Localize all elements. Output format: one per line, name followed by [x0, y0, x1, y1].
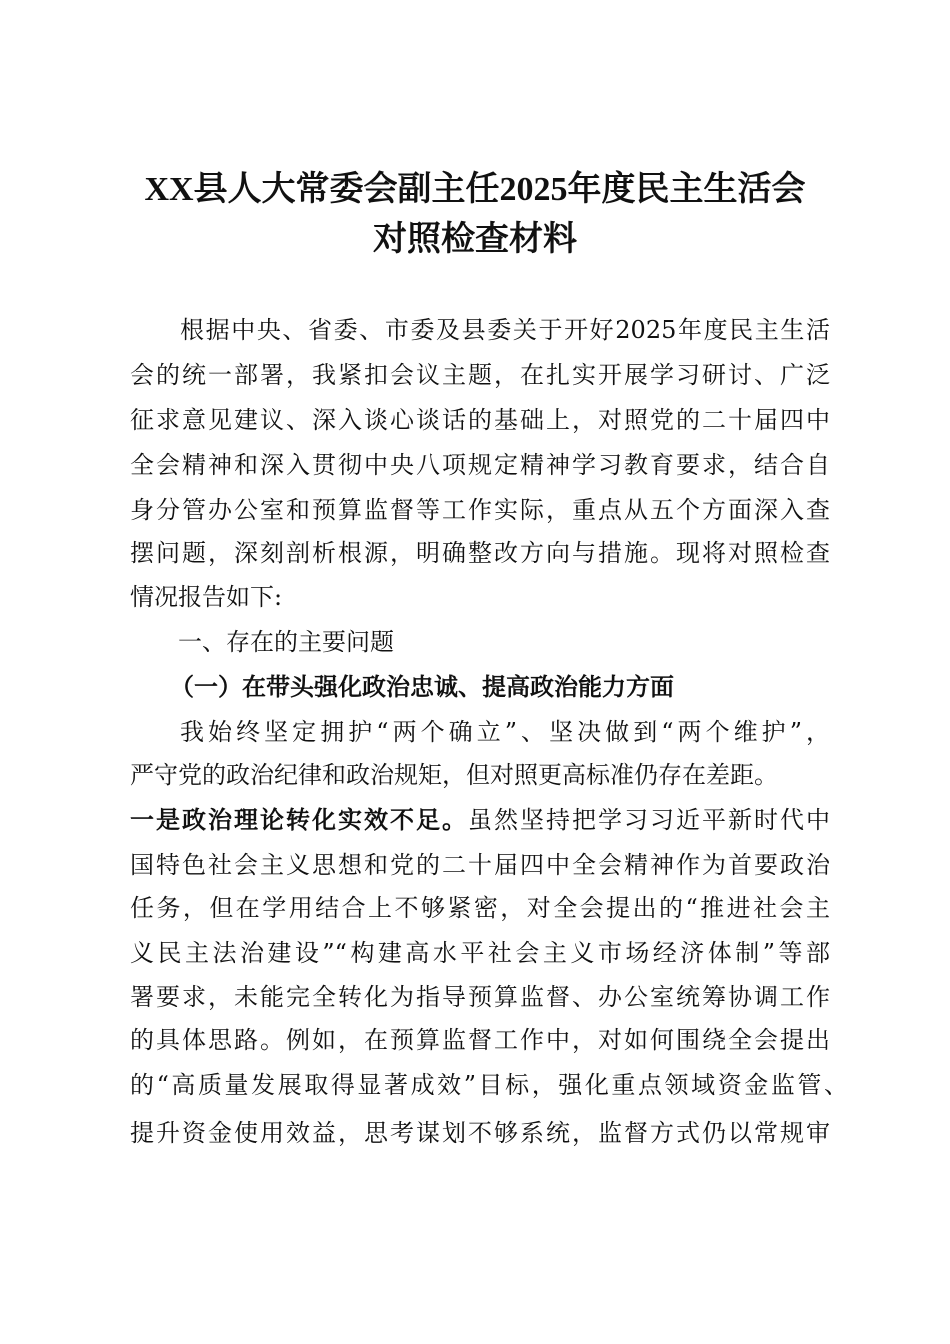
intro-line: 根据中央、省委、市委及县委关于开好2025年度民主生活	[180, 316, 830, 344]
paragraph-line: 任务，但在学用结合上不够紧密，对全会提出的“推进社会主	[130, 894, 830, 922]
intro-line: 会的统一部署，我紧扣会议主题，在扎实开展学习研讨、广泛	[130, 361, 830, 389]
document-title-line1: XX县人大常委会副主任2025年度民主生活会	[144, 171, 806, 208]
lead-rest: 虽然坚持把学习习近平新时代中	[468, 806, 830, 834]
paragraph-line: 的“高质量发展取得显著成效”目标，强化重点领域资金监管、	[130, 1071, 848, 1099]
paragraph-line: 义民主法治建设”“构建高水平社会主义市场经济体制”等部	[130, 939, 830, 967]
intro-line: 摆问题，深刻剖析根源，明确整改方向与措施。现将对照检查	[130, 539, 830, 567]
document-title-line2: 对照检查材料	[373, 221, 577, 258]
paragraph-line: 严守党的政治纪律和政治规矩，但对照更高标准仍存在差距。	[130, 761, 778, 789]
paragraph-line: 我始终坚定拥护“两个确立”、坚决做到“两个维护”，	[180, 718, 830, 746]
paragraph-line: 提升资金使用效益，思考谋划不够系统，监督方式仍以常规审	[130, 1119, 830, 1147]
paragraph-line: 的具体思路。例如，在预算监督工作中，对如何围绕全会提出	[130, 1026, 830, 1054]
subsection-heading: （一）在带头强化政治忠诚、提高政治能力方面	[170, 672, 674, 701]
intro-line: 全会精神和深入贯彻中央八项规定精神学习教育要求，结合自	[130, 451, 830, 479]
section-heading: 一、存在的主要问题	[178, 628, 394, 656]
paragraph-line: 署要求，未能完全转化为指导预算监督、办公室统筹协调工作	[130, 983, 830, 1011]
intro-line: 情况报告如下:	[130, 583, 283, 611]
paragraph-line: 国特色社会主义思想和党的二十届四中全会精神作为首要政治	[130, 851, 830, 879]
intro-line: 征求意见建议、深入谈心谈话的基础上，对照党的二十届四中	[130, 406, 830, 434]
paragraph-line	[130, 805, 830, 835]
intro-line: 身分管办公室和预算监督等工作实际，重点从五个方面深入查	[130, 496, 830, 524]
bold-lead: 一是政治理论转化实效不足。	[130, 805, 468, 834]
